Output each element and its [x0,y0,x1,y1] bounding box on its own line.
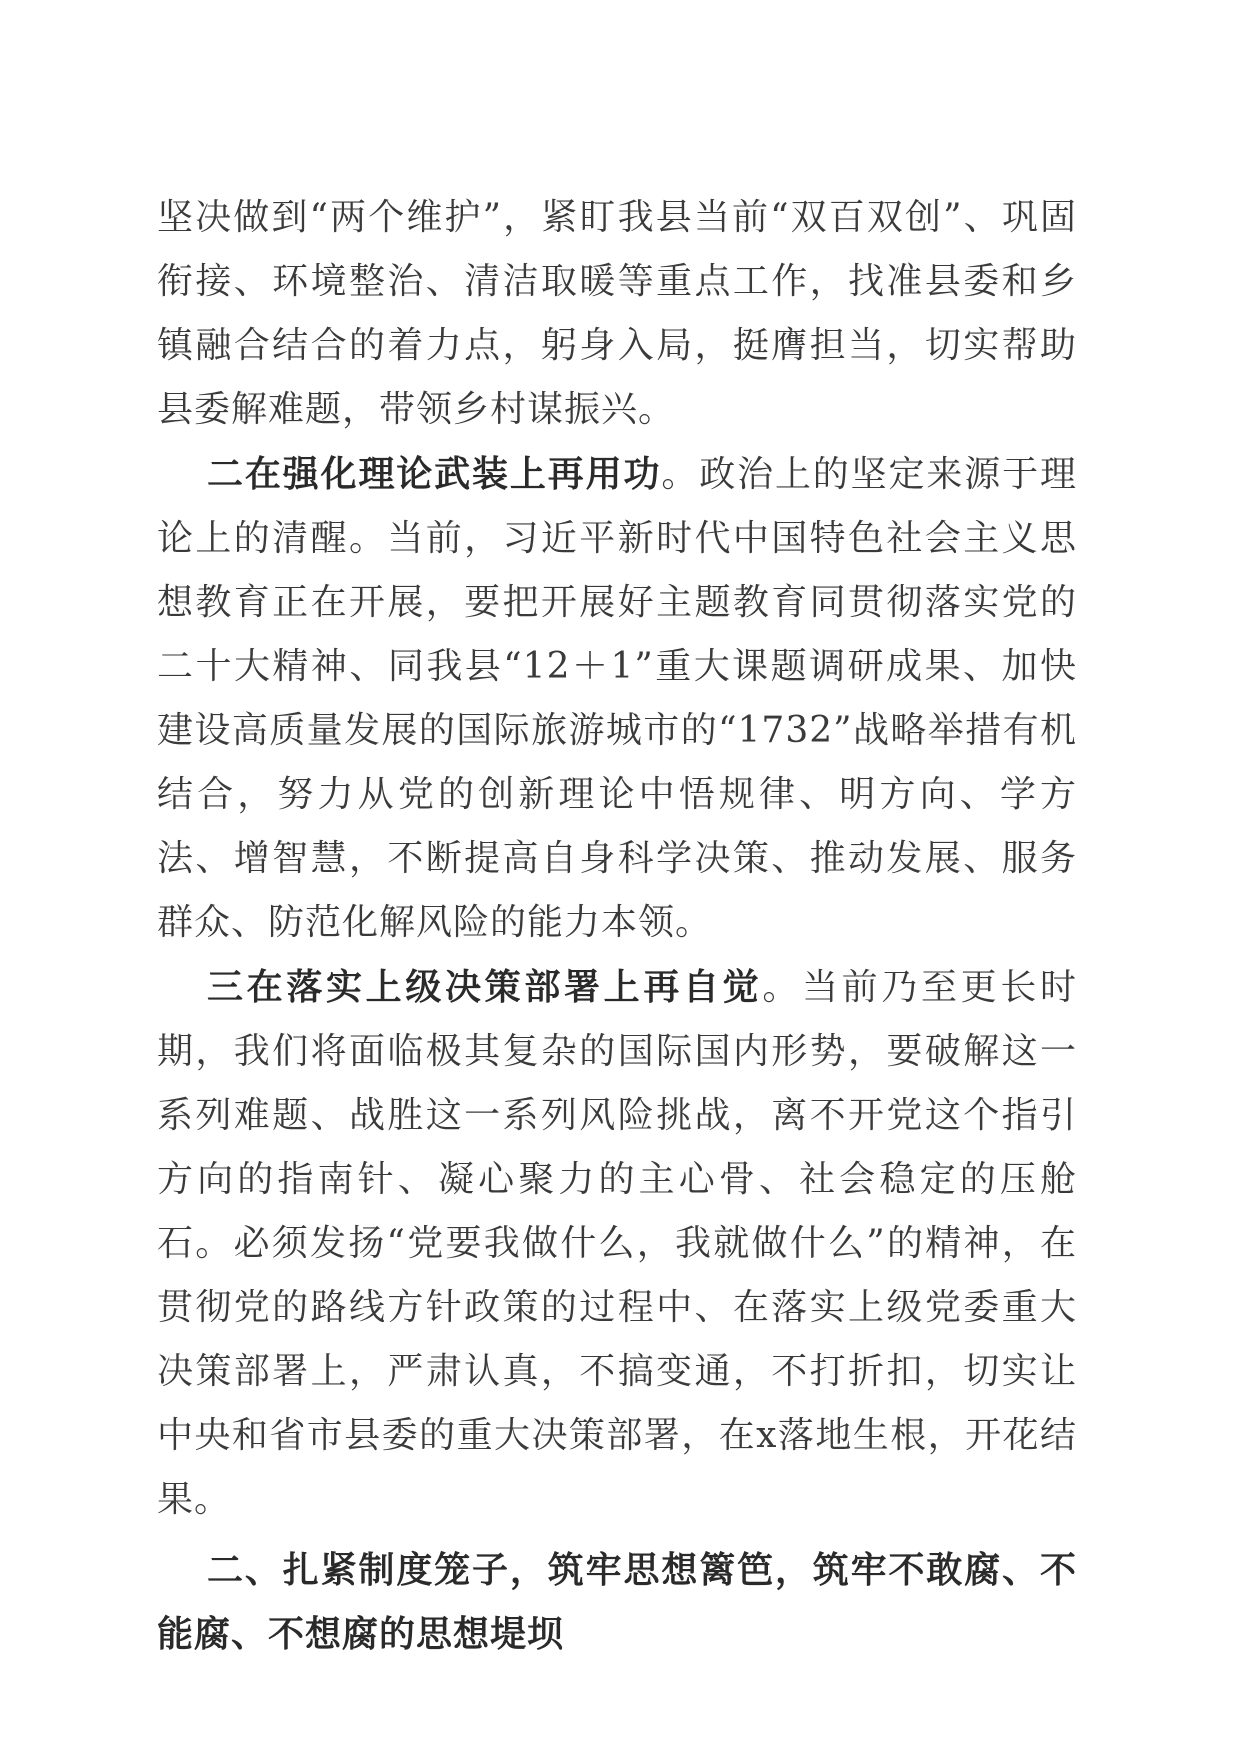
paragraph-decisions [157,955,1077,1532]
paragraph-theory [157,442,1077,955]
document-body [157,186,1077,1666]
paragraph-decisions-lead: 三在落实上级决策部署上再自觉 [207,966,763,1008]
paragraph-continuation: 坚决做到“两个维护”，紧盯我县当前“双百双创”、巩固衔接、环境整治、清洁取暖等重点工作，找准县委和乡镇融合结合的着力点，躬身入局，挺膺担当，切实帮助县委解难题，带领乡村谋振兴。 [157,197,1077,430]
paragraph-theory-body: 。政治上的坚定来源于理论上的清醒。当前，习近平新时代中国特色社会主义思想教育正在开展，要把开展好主题教育同贯彻落实党的二十大精神、同我县“12＋1”重大课题调研成果、加快建设高质量发展的国际旅游城市的“1732”战略举措有机结合，努力从党的创新理论中悟规律、明方向、学方法、增智慧，不断提高自身科学决策、推动发展、服务群众、防范化解风险的能力本领。 [157,454,1077,943]
paragraph-decisions-body: 。当前乃至更长时期，我们将面临极其复杂的国际国内形势，要破解这一系列难题、战胜这一系列风险挑战，离不开党这个指引方向的指南针、凝心聚力的主心骨、社会稳定的压舱石。必须发扬“党要我做什么，我就做什么”的精神，在贯彻党的路线方针政策的过程中、在落实上级党委重大决策部署上，严肃认真，不搞变通，不打折扣，切实让中央和省市县委的重大决策部署，在x落地生根，开花结果。 [157,967,1077,1520]
paragraph-theory-lead: 二在强化理论武装上再用功 [207,453,662,495]
section-heading-2: 二、扎紧制度笼子，筑牢思想篱笆，筑牢不敢腐、不能腐、不想腐的思想堤坝 [157,1549,1077,1655]
